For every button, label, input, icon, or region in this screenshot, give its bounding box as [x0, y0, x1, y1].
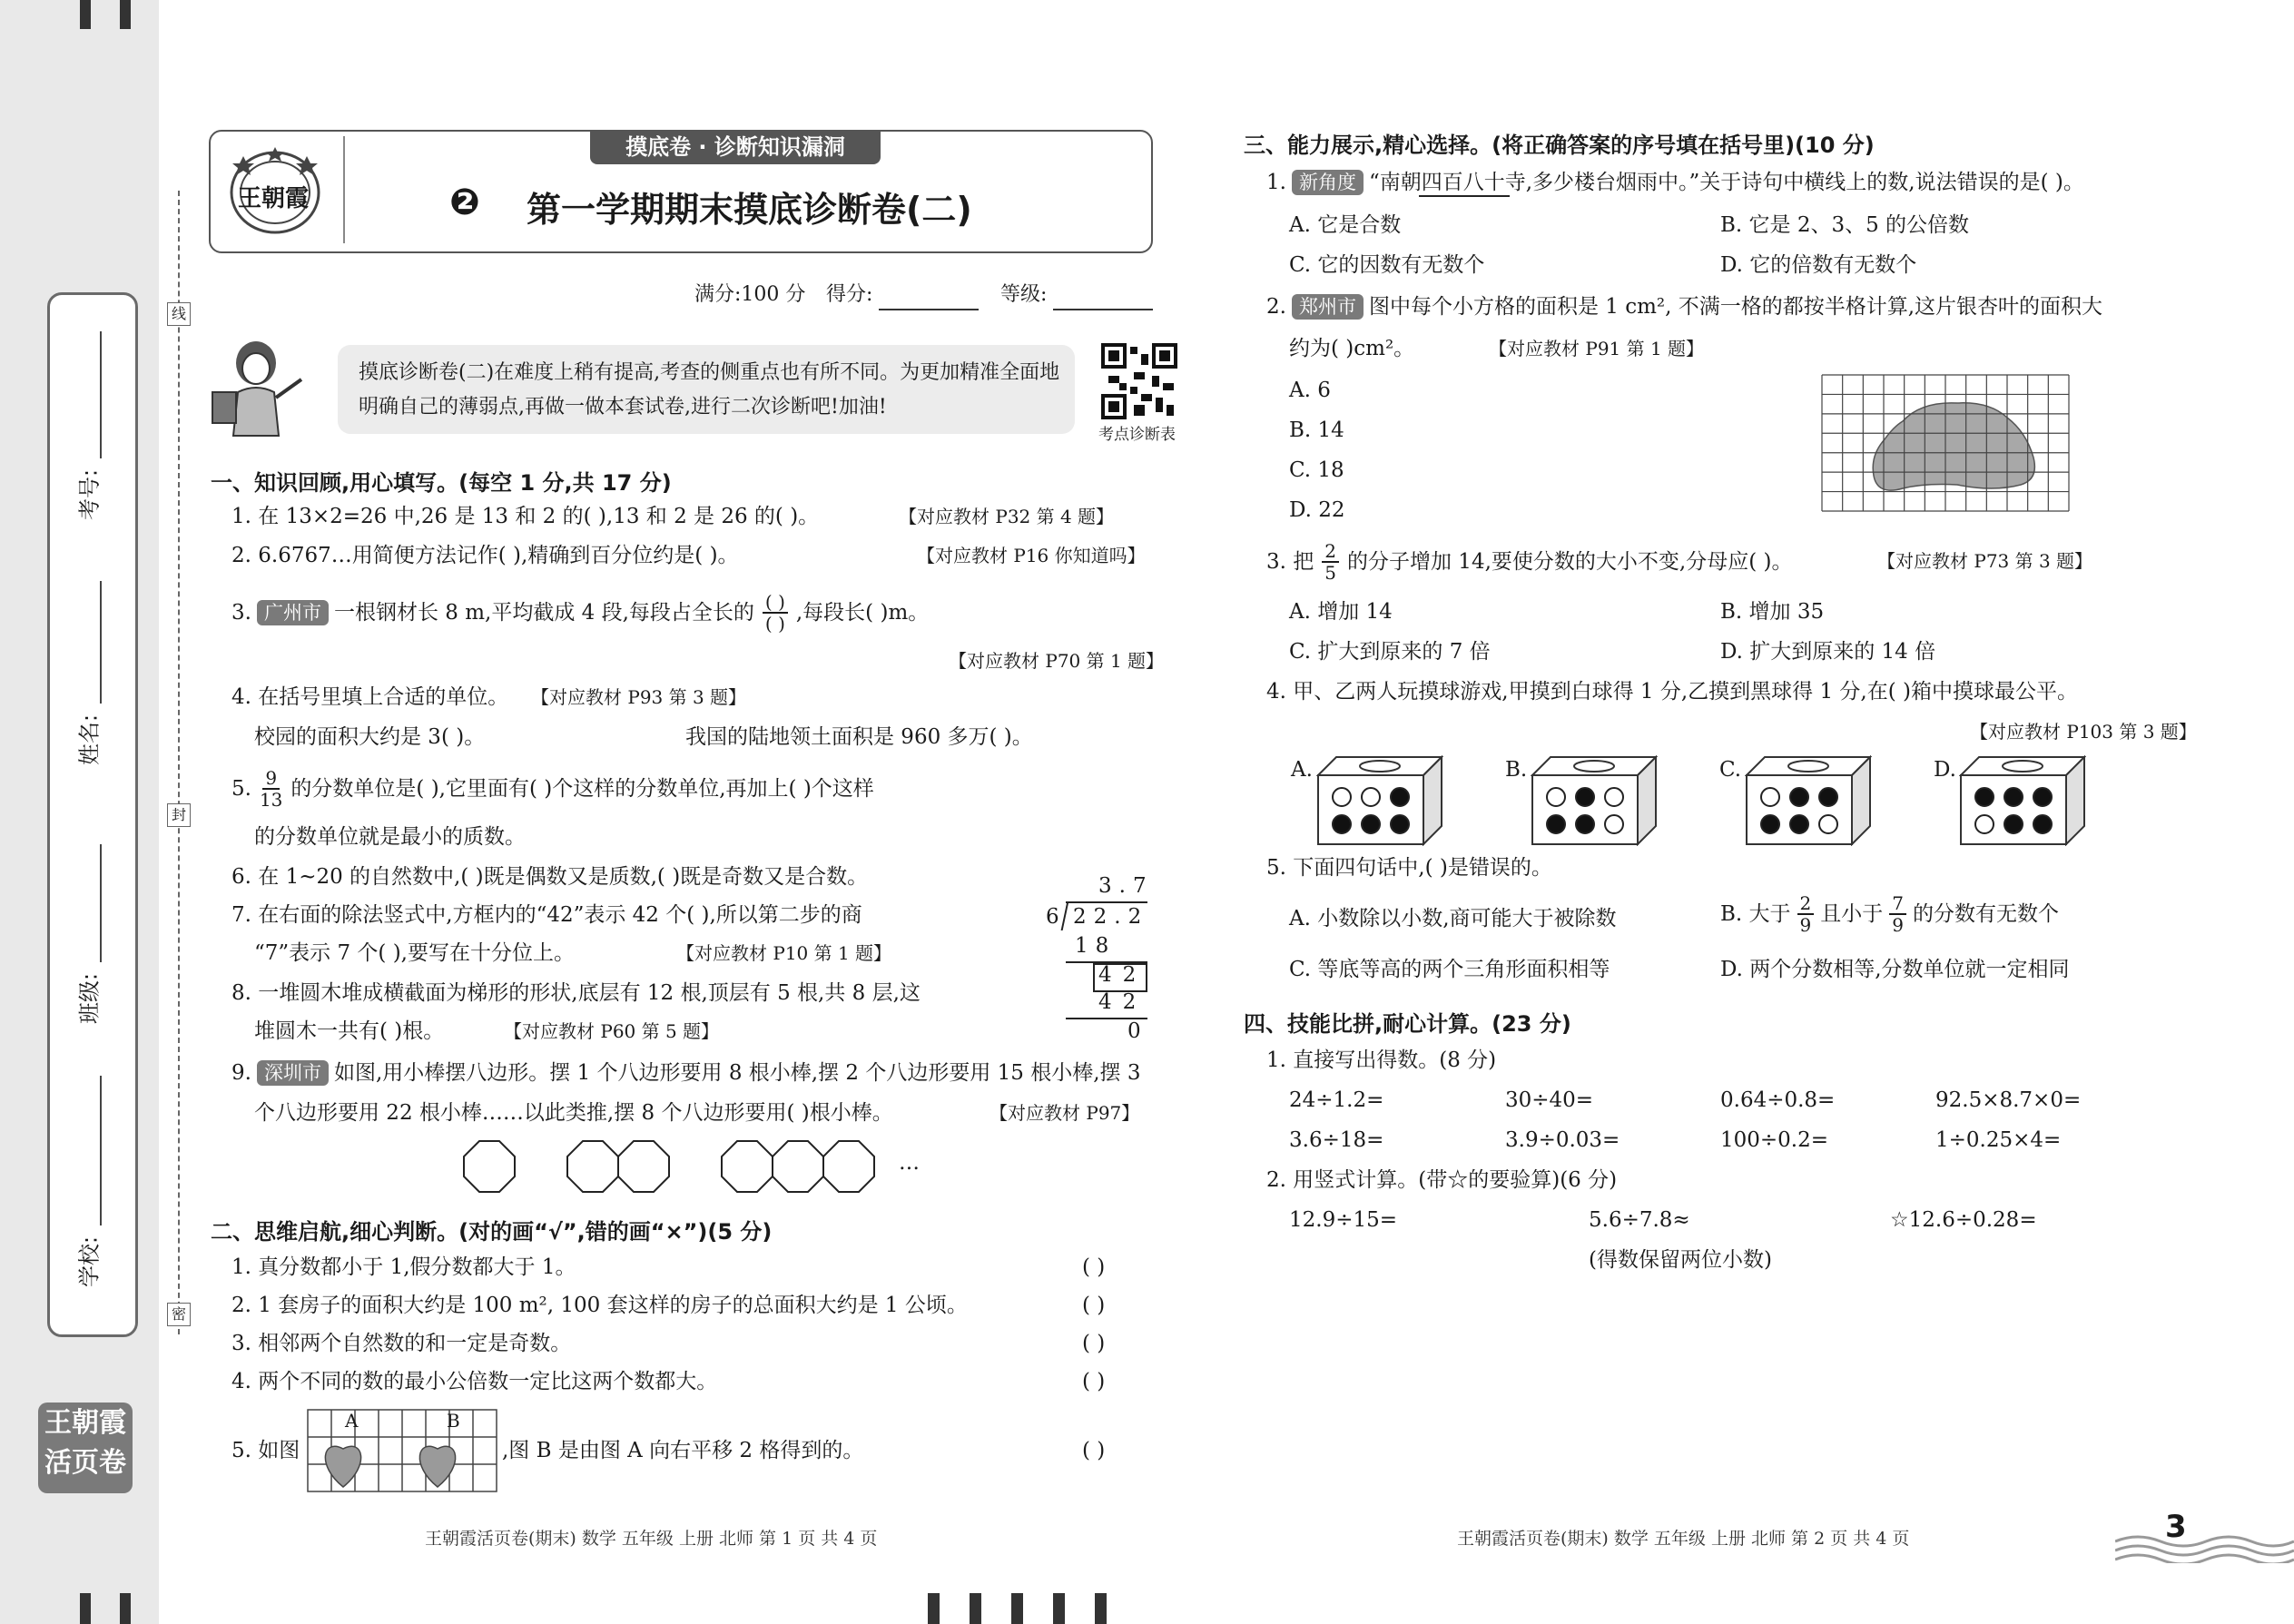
s3-q5-opt-a[interactable]: A. 小数除以小数,商可能大于被除数 [1289, 907, 1617, 930]
bottom-mark [1053, 1593, 1065, 1624]
region-tag-zhengzhou: 郑州市 [1292, 294, 1364, 320]
black-ball [1362, 815, 1380, 833]
s1-q9-ref: 【对应教材 P97】 [989, 1102, 1140, 1124]
section3-title: 三、能力展示,精心选择。(将正确答案的序号填在括号里)(10 分) [1244, 133, 1875, 158]
grade-label: 等级: [1000, 283, 1048, 306]
calc-6: 3.9÷0.03= [1505, 1128, 1620, 1152]
header-number: ❷ [449, 182, 480, 223]
name-line[interactable] [100, 581, 102, 704]
ball-box-label[interactable]: C. [1719, 758, 1742, 782]
s3-q2-ref: 【对应教材 P91 第 1 题】 [1489, 338, 1705, 359]
qr-code[interactable] [1101, 343, 1177, 419]
calc-5: 3.6÷18= [1289, 1128, 1384, 1152]
s1-q8-ref: 【对应教材 P60 第 5 题】 [504, 1020, 720, 1042]
s1-q8-b: 堆圆木一共有( )根。 [254, 1019, 445, 1043]
class-label: 班级: [76, 972, 103, 1025]
s1-q1-ref: 【对应教材 P32 第 4 题】 [899, 506, 1115, 527]
black-ball [1790, 788, 1808, 806]
black-ball [1819, 788, 1837, 806]
s3-q1: 1. 新角度 “南朝四百八十寺,多少楼台烟雨中。”关于诗句中横线上的数,说法错误的是( )。 [1266, 171, 2084, 194]
white-ball [1362, 788, 1380, 806]
black-ball [1391, 788, 1409, 806]
ball-box-label[interactable]: A. [1291, 758, 1313, 782]
s1-q3: 3. 广州市 一根钢材长 8 m,平均截成 4 段,每段占全长的 $\frac{( )}{( )}$ ,每段长( )m。 [231, 591, 930, 635]
ginkgo-leaf-grid [1821, 374, 2070, 512]
black-ball [2004, 815, 2023, 833]
long-division: 3.7 6 22.2 18 42 42 0 [1046, 874, 1154, 1043]
s1-q5: 5. $\frac{9}{13}$ 的分数单位是( ),它里面有( )个这样的分数单位,再加上( )个这样 [231, 767, 874, 811]
s3-q2-opt-a[interactable]: A. 6 [1289, 379, 1331, 402]
s1-q7-a: 7. 在右面的除法竖式中,方框内的“42”表示 42 个( ),所以第二步的商 [231, 903, 862, 927]
header-tag: 摸底卷 · 诊断知识漏洞 [590, 130, 881, 164]
white-ball [1605, 788, 1623, 806]
s2-q3-answer[interactable]: ( ) [1082, 1332, 1106, 1355]
s3-q4-ref: 【对应教材 P103 第 3 题】 [1970, 721, 2197, 743]
s3-q2-opt-c[interactable]: C. 18 [1289, 458, 1344, 482]
s3-q3-opt-d[interactable]: D. 扩大到原来的 14 倍 [1720, 640, 1936, 664]
calc-4: 92.5×8.7×0= [1935, 1088, 2082, 1112]
white-ball [1547, 788, 1565, 806]
black-ball [1761, 815, 1779, 833]
poem-underline [1419, 195, 1510, 197]
score-label: 得分: [826, 283, 873, 306]
calc-9: 12.9÷15= [1289, 1208, 1398, 1232]
bottom-mark [928, 1593, 940, 1624]
brand-logo: 王朝霞 活页卷 [38, 1403, 133, 1493]
s3-q1-opt-d[interactable]: D. 它的倍数有无数个 [1720, 253, 1917, 277]
qr-caption: 考点诊断表 [1098, 426, 1176, 444]
region-tag-guangzhou: 广州市 [257, 600, 329, 625]
s1-q7-ref: 【对应教材 P10 第 1 题】 [676, 942, 892, 964]
heart-grid-figure [307, 1409, 497, 1492]
black-ball [2033, 788, 2052, 806]
s3-q3: 3. 把 $\frac{2}{5}$ 的分子增加 14,要使分数的大小不变,分母应( )。 [1266, 540, 1793, 584]
s2-q1-answer[interactable]: ( ) [1082, 1255, 1106, 1279]
calc-1: 24÷1.2= [1289, 1088, 1384, 1112]
bottom-mark [1095, 1593, 1107, 1624]
strip-mark [80, 1593, 91, 1624]
ball-box[interactable] [1316, 755, 1443, 846]
rounding-note: (得数保留两位小数) [1589, 1248, 1772, 1272]
region-tag-shenzhen: 深圳市 [257, 1060, 329, 1086]
octagon-ellipsis: … [899, 1151, 920, 1175]
full-score: 满分:100 分 [694, 283, 806, 306]
s3-q5-opt-c[interactable]: C. 等底等高的两个三角形面积相等 [1289, 958, 1610, 981]
page-number-waves [2115, 1518, 2294, 1563]
grade-field[interactable] [1053, 281, 1153, 310]
calc-11: ☆12.6÷0.28= [1890, 1208, 2037, 1232]
s3-q3-opt-c[interactable]: C. 扩大到原来的 7 倍 [1289, 640, 1491, 664]
calc-3: 0.64÷0.8= [1720, 1088, 1836, 1112]
s1-q3-ref: 【对应教材 P70 第 1 题】 [949, 650, 1165, 672]
exam-number-label: 考号: [76, 468, 103, 521]
calc-8: 1÷0.25×4= [1935, 1128, 2062, 1152]
octagon-figure [458, 1137, 949, 1196]
class-line[interactable] [100, 844, 102, 962]
s3-q1-opt-a[interactable]: A. 它是合数 [1289, 213, 1402, 237]
new-angle-tag: 新角度 [1292, 170, 1364, 195]
s2-q2-answer[interactable]: ( ) [1082, 1294, 1106, 1317]
footer-left: 王朝霞活页卷(期末) 数学 五年级 上册 北师 第 1 页 共 4 页 [425, 1529, 878, 1549]
ball-box[interactable] [1959, 755, 2086, 846]
s3-q1-opt-c[interactable]: C. 它的因数有无数个 [1289, 253, 1485, 277]
s1-q9-b: 个八边形要用 22 根小棒……以此类推,摆 8 个八边形要用( )根小棒。 [254, 1101, 893, 1125]
s4-p1: 1. 直接写出得数。(8 分) [1266, 1048, 1497, 1072]
intro-text: 摸底诊断卷(二)在难度上稍有提高,考查的侧重点也有所不同。为更加精准全面地明确自己的薄弱点,再做一做本套试卷,进行二次诊断吧!加油! [359, 361, 1060, 418]
s3-q3-ref: 【对应教材 P73 第 3 题】 [1877, 550, 2093, 572]
s2-q3: 3. 相邻两个自然数的和一定是奇数。 [231, 1332, 572, 1355]
school-line[interactable] [100, 1076, 102, 1225]
page-title: 第一学期期末摸底诊断卷(二) [527, 190, 972, 230]
s1-q2: 2. 6.6767…用简便方法记作( ),精确到百分位约是( )。 [231, 544, 739, 567]
section2-title: 二、思维启航,细心判断。(对的画“√”,错的画“×”)(5 分) [211, 1219, 773, 1245]
black-ball [2004, 788, 2023, 806]
cut-char: 线 [167, 302, 191, 326]
black-ball [1547, 815, 1565, 833]
ball-box-label[interactable]: B. [1505, 758, 1528, 782]
s3-q3-opt-b[interactable]: B. 增加 35 [1720, 600, 1825, 624]
s2-q4: 4. 两个不同的数的最小公倍数一定比这两个数都大。 [231, 1370, 718, 1393]
ball-box-label[interactable]: D. [1934, 758, 1956, 782]
s3-q1-opt-b[interactable]: B. 它是 2、3、5 的公倍数 [1720, 213, 1970, 237]
s2-q5-answer[interactable]: ( ) [1082, 1439, 1106, 1462]
s1-q6: 6. 在 1~20 的自然数中,( )既是偶数又是质数,( )既是奇数又是合数。 [231, 865, 869, 889]
heart-label-b: B [447, 1410, 460, 1432]
s1-q4-b: 我国的陆地领土面积是 960 多万( )。 [685, 725, 1033, 749]
section4-title: 四、技能比拼,耐心计算。(23 分) [1244, 1011, 1571, 1037]
s1-q4-ref: 【对应教材 P93 第 3 题】 [531, 686, 747, 708]
s1-q4-a: 校园的面积大约是 3( )。 [254, 725, 486, 749]
s3-q5-opt-d[interactable]: D. 两个分数相等,分数单位就一定相同 [1720, 958, 2070, 981]
strip-mark [80, 0, 91, 29]
teacher-illustration [202, 338, 320, 438]
score-field[interactable] [879, 281, 979, 310]
strip-mark [120, 1593, 131, 1624]
black-ball [2033, 815, 2052, 833]
white-ball [1333, 788, 1351, 806]
footer-right: 王朝霞活页卷(期末) 数学 五年级 上册 北师 第 2 页 共 4 页 [1457, 1529, 1910, 1549]
black-ball [1576, 788, 1594, 806]
cut-line [178, 191, 180, 1334]
section1-title: 一、知识回顾,用心填写。(每空 1 分,共 17 分) [211, 470, 672, 496]
s3-q5: 5. 下面四句话中,( )是错误的。 [1266, 856, 1552, 880]
calc-10: 5.6÷7.8≈ [1589, 1208, 1690, 1232]
s3-q2-b: 约为( )cm²。 [1289, 337, 1415, 360]
black-ball [1975, 788, 1994, 806]
s1-q2-ref: 【对应教材 P16 你知道吗】 [917, 545, 1146, 566]
black-ball [1333, 815, 1351, 833]
name-label: 姓名: [76, 714, 103, 766]
s1-q4: 4. 在括号里填上合适的单位。 [231, 685, 509, 709]
heart-label-a: A [345, 1410, 359, 1432]
exam-number-line[interactable] [100, 331, 102, 458]
calc-2: 30÷40= [1505, 1088, 1594, 1112]
cut-char: 密 [167, 1303, 191, 1326]
white-ball [1761, 788, 1779, 806]
s2-q4-answer[interactable]: ( ) [1082, 1370, 1106, 1393]
strip-mark [120, 0, 131, 29]
s2-q2: 2. 1 套房子的面积大约是 100 m², 100 套这样的房子的总面积大约是 1 公顷。 [231, 1294, 968, 1317]
ball-box[interactable] [1745, 755, 1872, 846]
black-ball [1576, 815, 1594, 833]
bottom-mark [1011, 1593, 1023, 1624]
s2-q5-a: 5. 如图 [231, 1439, 300, 1462]
s1-q7-b: “7”表示 7 个( ),要写在十分位上。 [254, 941, 575, 965]
s1-q8-a: 8. 一堆圆木堆成横截面为梯形的形状,底层有 12 根,顶层有 5 根,共 8 层,这 [231, 981, 921, 1005]
s3-q3-opt-a[interactable]: A. 增加 14 [1289, 600, 1393, 624]
header-divider [343, 136, 345, 243]
white-ball [1819, 815, 1837, 833]
page-number: 3 [2165, 1509, 2187, 1545]
s1-q1: 1. 在 13×2=26 中,26 是 13 和 2 的( ),13 和 2 是 26 的( )。 [231, 505, 820, 528]
student-info-box [47, 292, 138, 1337]
white-ball [1975, 815, 1994, 833]
ball-box[interactable] [1531, 755, 1658, 846]
calc-7: 100÷0.2= [1720, 1128, 1829, 1152]
s3-q2-opt-d[interactable]: D. 22 [1289, 498, 1345, 522]
s2-q5-b: ,图 B 是由图 A 向右平移 2 格得到的。 [502, 1439, 864, 1462]
s3-q2: 2. 郑州市 图中每个小方格的面积是 1 cm², 不满一格的都按半格计算,这片银杏叶的面积大 [1266, 295, 2103, 319]
black-ball [1790, 815, 1808, 833]
bottom-mark [970, 1593, 981, 1624]
s4-p2: 2. 用竖式计算。(带☆的要验算)(6 分) [1266, 1168, 1618, 1192]
s1-q5-b: 的分数单位就是最小的质数。 [254, 825, 526, 849]
s3-q5-opt-b[interactable]: B. 大于 $\frac{2}{9}$ 且小于 $\frac{7}{9}$ 的分数有无数个 [1720, 892, 2059, 936]
s3-q2-opt-b[interactable]: B. 14 [1289, 418, 1344, 442]
school-label: 学校: [76, 1235, 103, 1288]
seal-logo-text: 王朝霞 [238, 185, 310, 212]
s1-q9: 9. 深圳市 如图,用小棒摆八边形。摆 1 个八边形要用 8 根小棒,摆 2 个八边形要用 15 根小棒,摆 3 [231, 1061, 1141, 1085]
white-ball [1605, 815, 1623, 833]
s3-q4: 4. 甲、乙两人玩摸球游戏,甲摸到白球得 1 分,乙摸到黑球得 1 分,在( )箱中摸球最公平。 [1266, 680, 2078, 704]
s2-q1: 1. 真分数都小于 1,假分数都大于 1。 [231, 1255, 576, 1279]
cut-char: 封 [167, 803, 191, 827]
black-ball [1391, 815, 1409, 833]
